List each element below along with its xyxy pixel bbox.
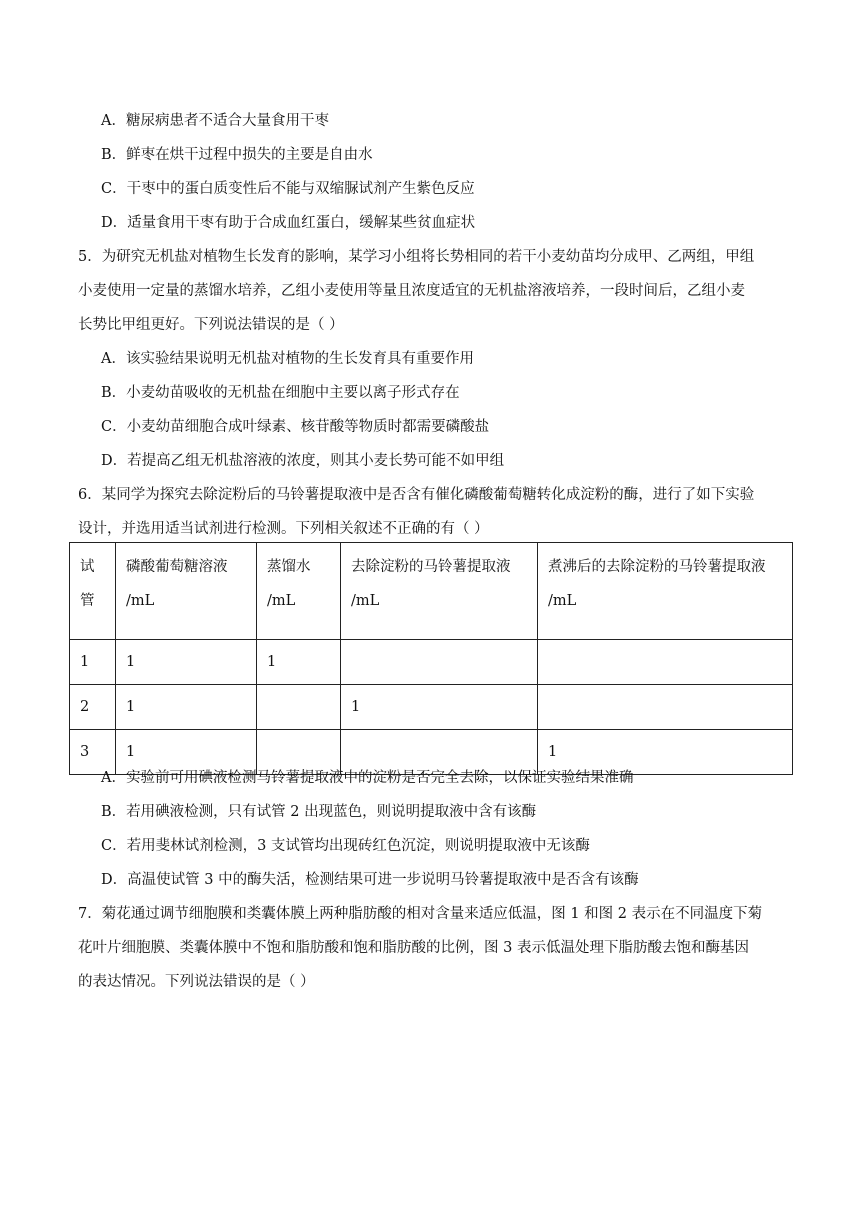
q4-option-c: C．干枣中的蛋白质变性后不能与双缩脲试剂产生紫色反应 <box>101 181 475 197</box>
header-boiled-potato-extract: 煮沸后的去除淀粉的马铃薯提取液 /mL <box>538 543 793 640</box>
table-cell: 1 <box>116 685 257 730</box>
table-cell: 1 <box>116 730 257 775</box>
header-distilled-water: 蒸馏水 /mL <box>257 543 341 640</box>
q5-stem-line-1: 5．为研究无机盐对植物生长发育的影响，某学习小组将长势相同的若干小麦幼苗均分成甲、乙两组，甲组 <box>78 249 755 265</box>
q5-option-d: D．若提高乙组无机盐溶液的浓度，则其小麦长势可能不如甲组 <box>101 453 505 469</box>
q4-option-d: D．适量食用干枣有助于合成血红蛋白，缓解某些贫血症状 <box>101 215 476 231</box>
q5-option-c: C．小麦幼苗细胞合成叶绿素、核苷酸等物质时都需要磷酸盐 <box>101 419 490 435</box>
table-cell: 1 <box>257 640 341 685</box>
table-row <box>70 640 793 685</box>
table-cell: 1 <box>538 730 793 775</box>
q6-option-b: B．若用碘液检测，只有试管 2 出现蓝色，则说明提取液中含有该酶 <box>101 804 537 820</box>
q5-option-b: B．小麦幼苗吸收的无机盐在细胞中主要以离子形式存在 <box>101 385 460 401</box>
table-cell <box>538 640 793 685</box>
q4-option-a: A．糖尿病患者不适合大量食用干枣 <box>101 113 329 129</box>
q6-stem-line-2: 设计，并选用适当试剂进行检测。下列相关叙述不正确的有（ ） <box>78 521 489 537</box>
header-tube: 试 管 <box>70 543 116 640</box>
table-row <box>70 685 793 730</box>
q7-stem-line-1: 7．菊花通过调节细胞膜和类囊体膜上两种脂肪酸的相对含量来适应低温，图 1 和图 2 表示在不同温度下菊 <box>78 906 763 922</box>
q6-option-d: D．高温使试管 3 中的酶失活，检测结果可进一步说明马铃薯提取液中是否含有该酶 <box>101 872 639 888</box>
q5-option-a: A．该实验结果说明无机盐对植物的生长发育具有重要作用 <box>101 351 474 367</box>
q6-stem-line-1: 6．某同学为探究去除淀粉后的马铃薯提取液中是否含有催化磷酸葡萄糖转化成淀粉的酶，进行了如下实验 <box>78 487 755 503</box>
table-cell: 1 <box>70 640 116 685</box>
table-cell <box>341 640 538 685</box>
q5-stem-line-2: 小麦使用一定量的蒸馏水培养，乙组小麦使用等量且浓度适宜的无机盐溶液培养，一段时间后，乙组小麦 <box>78 283 745 299</box>
q6-option-a: A．实验前可用碘液检测马铃薯提取液中的淀粉是否完全去除，以保证实验结果准确 <box>101 770 634 786</box>
header-potato-extract: 去除淀粉的马铃薯提取液 /mL <box>341 543 538 640</box>
q5-stem-line-3: 长势比甲组更好。下列说法错误的是（ ） <box>78 317 344 333</box>
header-glucose-phosphate: 磷酸葡萄糖溶液 /mL <box>116 543 257 640</box>
q6-option-c: C．若用斐林试剂检测，3 支试管均出现砖红色沉淀，则说明提取液中无该酶 <box>101 838 590 854</box>
experiment-table <box>69 542 793 775</box>
q7-stem-line-3: 的表达情况。下列说法错误的是（ ） <box>78 974 315 990</box>
table-cell <box>257 685 341 730</box>
q7-stem-line-2: 花叶片细胞膜、类囊体膜中不饱和脂肪酸和饱和脂肪酸的比例，图 3 表示低温处理下脂肪酸去饱和酶基因 <box>78 940 749 956</box>
table-header-row <box>70 543 793 640</box>
table-cell <box>538 685 793 730</box>
q4-option-b: B．鲜枣在烘干过程中损失的主要是自由水 <box>101 147 373 163</box>
table-cell: 1 <box>116 640 257 685</box>
table-cell: 3 <box>70 730 116 775</box>
table-cell: 1 <box>341 685 538 730</box>
table-cell: 2 <box>70 685 116 730</box>
